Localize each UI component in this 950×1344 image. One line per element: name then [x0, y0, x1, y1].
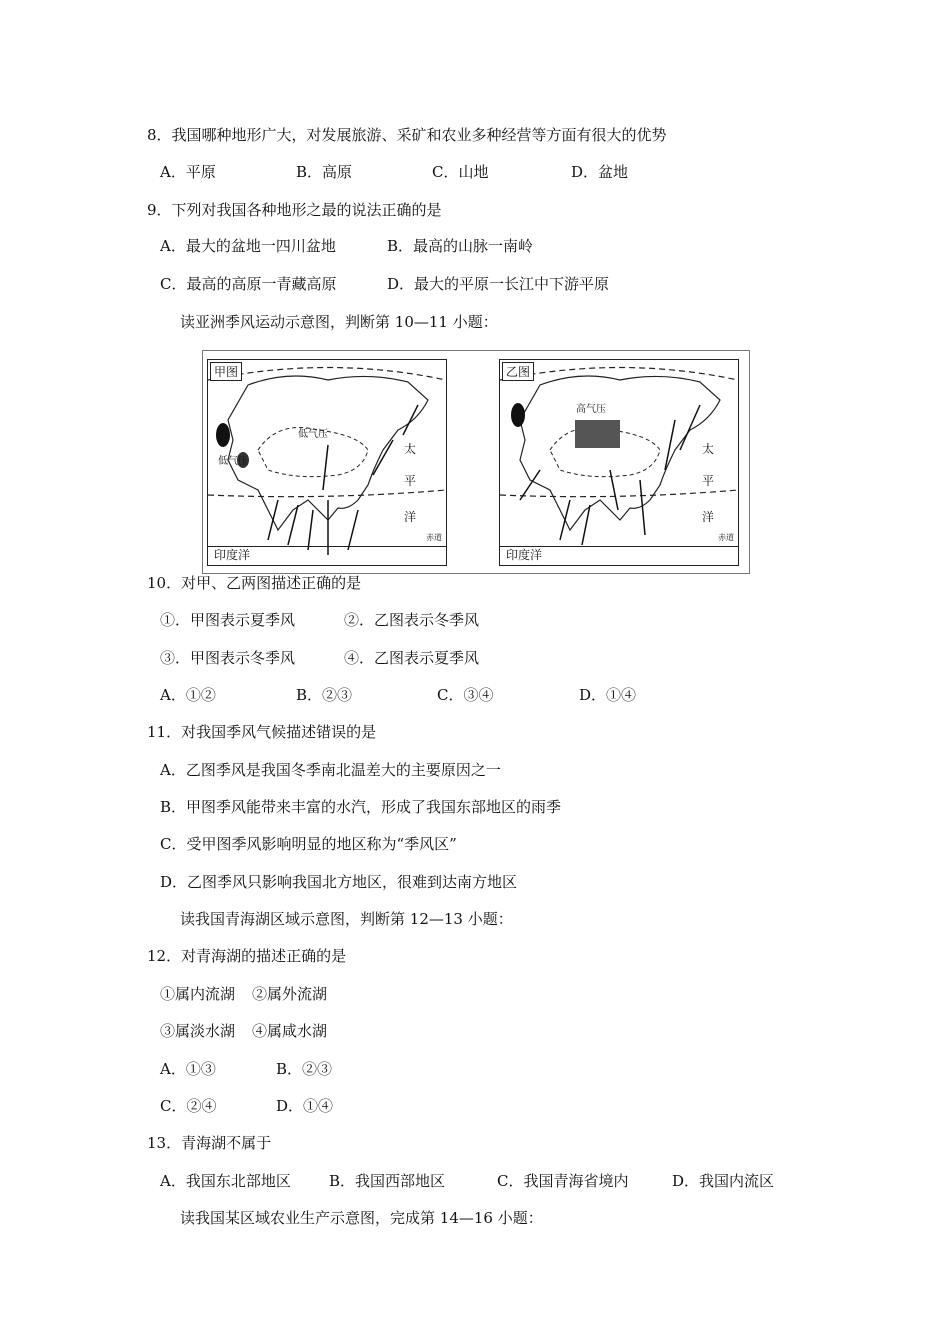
- intro-14-16: 读我国某区域农业生产示意图，完成第 14—16 小题：: [180, 1209, 543, 1227]
- q13-option-c: C．我国青海省境内: [497, 1172, 629, 1190]
- map-b-tag: 乙图: [502, 362, 534, 381]
- q12-statement-2: ②属外流湖: [252, 985, 328, 1003]
- map-b-drawing: [500, 360, 738, 565]
- q12-option-c: C．②④: [160, 1097, 217, 1115]
- q10-option-a: A．①②: [160, 686, 216, 704]
- map-a-pacific-3: 洋: [404, 510, 417, 524]
- map-b-equator-label: 赤道: [718, 533, 734, 542]
- map-a-pacific-2: 平: [404, 474, 417, 488]
- map-a-low-pressure-1: 低气压: [218, 456, 248, 467]
- q13-option-a: A．我国东北部地区: [160, 1172, 291, 1190]
- q8-option-b: B．高原: [296, 163, 353, 181]
- q12-option-d: D．①④: [276, 1097, 334, 1115]
- question-13-stem: 13．青海湖不属于: [147, 1134, 272, 1152]
- q10-statement-2: ②．乙图表示冬季风: [344, 611, 480, 629]
- q13-option-b: B．我国西部地区: [329, 1172, 446, 1190]
- intro-10-11: 读亚洲季风运动示意图，判断第 10—11 小题：: [180, 313, 498, 331]
- q11-option-b: B．甲图季风能带来丰富的水汽，形成了我国东部地区的雨季: [160, 798, 562, 816]
- map-b-pacific-1: 太: [702, 442, 715, 456]
- question-9-stem: 9．下列对我国各种地形之最的说法正确的是: [147, 201, 442, 219]
- q8-option-d: D．盆地: [571, 163, 629, 181]
- map-a-pacific-1: 太: [404, 442, 417, 456]
- q10-option-c: C．③④: [437, 686, 494, 704]
- q11-option-a: A．乙图季风是我国冬季南北温差大的主要原因之一: [160, 761, 501, 779]
- q10-statement-1: ①．甲图表示夏季风: [160, 611, 296, 629]
- map-b-pacific-3: 洋: [702, 510, 715, 524]
- q8-option-a: A．平原: [160, 163, 216, 181]
- q12-statement-1: ①属内流湖: [160, 985, 236, 1003]
- q9-option-d: D．最大的平原一长江中下游平原: [387, 275, 610, 293]
- map-b-pacific-2: 平: [702, 474, 715, 488]
- q10-statement-4: ④．乙图表示夏季风: [344, 649, 480, 667]
- q13-option-d: D．我国内流区: [672, 1172, 775, 1190]
- map-a-ocean: 印度洋: [214, 548, 251, 562]
- map-b: [499, 359, 739, 566]
- question-12-stem: 12．对青海湖的描述正确的是: [147, 947, 347, 965]
- q12-option-b: B．②③: [276, 1060, 333, 1078]
- map-a-low-pressure-2: 低气压: [298, 429, 328, 440]
- q11-option-c: C．受甲图季风影响明显的地区称为“季风区”: [160, 835, 457, 853]
- question-10-stem: 10．对甲、乙两图描述正确的是: [147, 574, 362, 592]
- map-b-high-pressure: 高气压: [576, 404, 606, 415]
- monsoon-figure: [202, 350, 750, 574]
- q10-option-d: D．①④: [579, 686, 637, 704]
- q9-option-b: B．最高的山脉一南岭: [387, 237, 534, 255]
- map-a-tag: 甲图: [210, 362, 242, 381]
- q12-option-a: A．①③: [160, 1060, 216, 1078]
- map-a: [207, 359, 447, 566]
- map-b-ocean: 印度洋: [506, 548, 543, 562]
- question-11-stem: 11．对我国季风气候描述错误的是: [147, 723, 377, 741]
- q8-option-c: C．山地: [432, 163, 489, 181]
- q10-option-b: B．②③: [296, 686, 353, 704]
- question-8-stem: 8．我国哪种地形广大，对发展旅游、采矿和农业多种经营等方面有很大的优势: [147, 126, 667, 144]
- q12-statement-4: ④属咸水湖: [252, 1022, 328, 1040]
- q9-option-c: C．最高的高原一青藏高原: [160, 275, 337, 293]
- intro-12-13: 读我国青海湖区域示意图，判断第 12—13 小题：: [180, 910, 513, 928]
- q11-option-d: D．乙图季风只影响我国北方地区，很难到达南方地区: [160, 873, 518, 891]
- q12-statement-3: ③属淡水湖: [160, 1022, 236, 1040]
- q10-statement-3: ③．甲图表示冬季风: [160, 649, 296, 667]
- q9-option-a: A．最大的盆地一四川盆地: [160, 237, 336, 255]
- map-a-equator-label: 赤道: [426, 533, 442, 542]
